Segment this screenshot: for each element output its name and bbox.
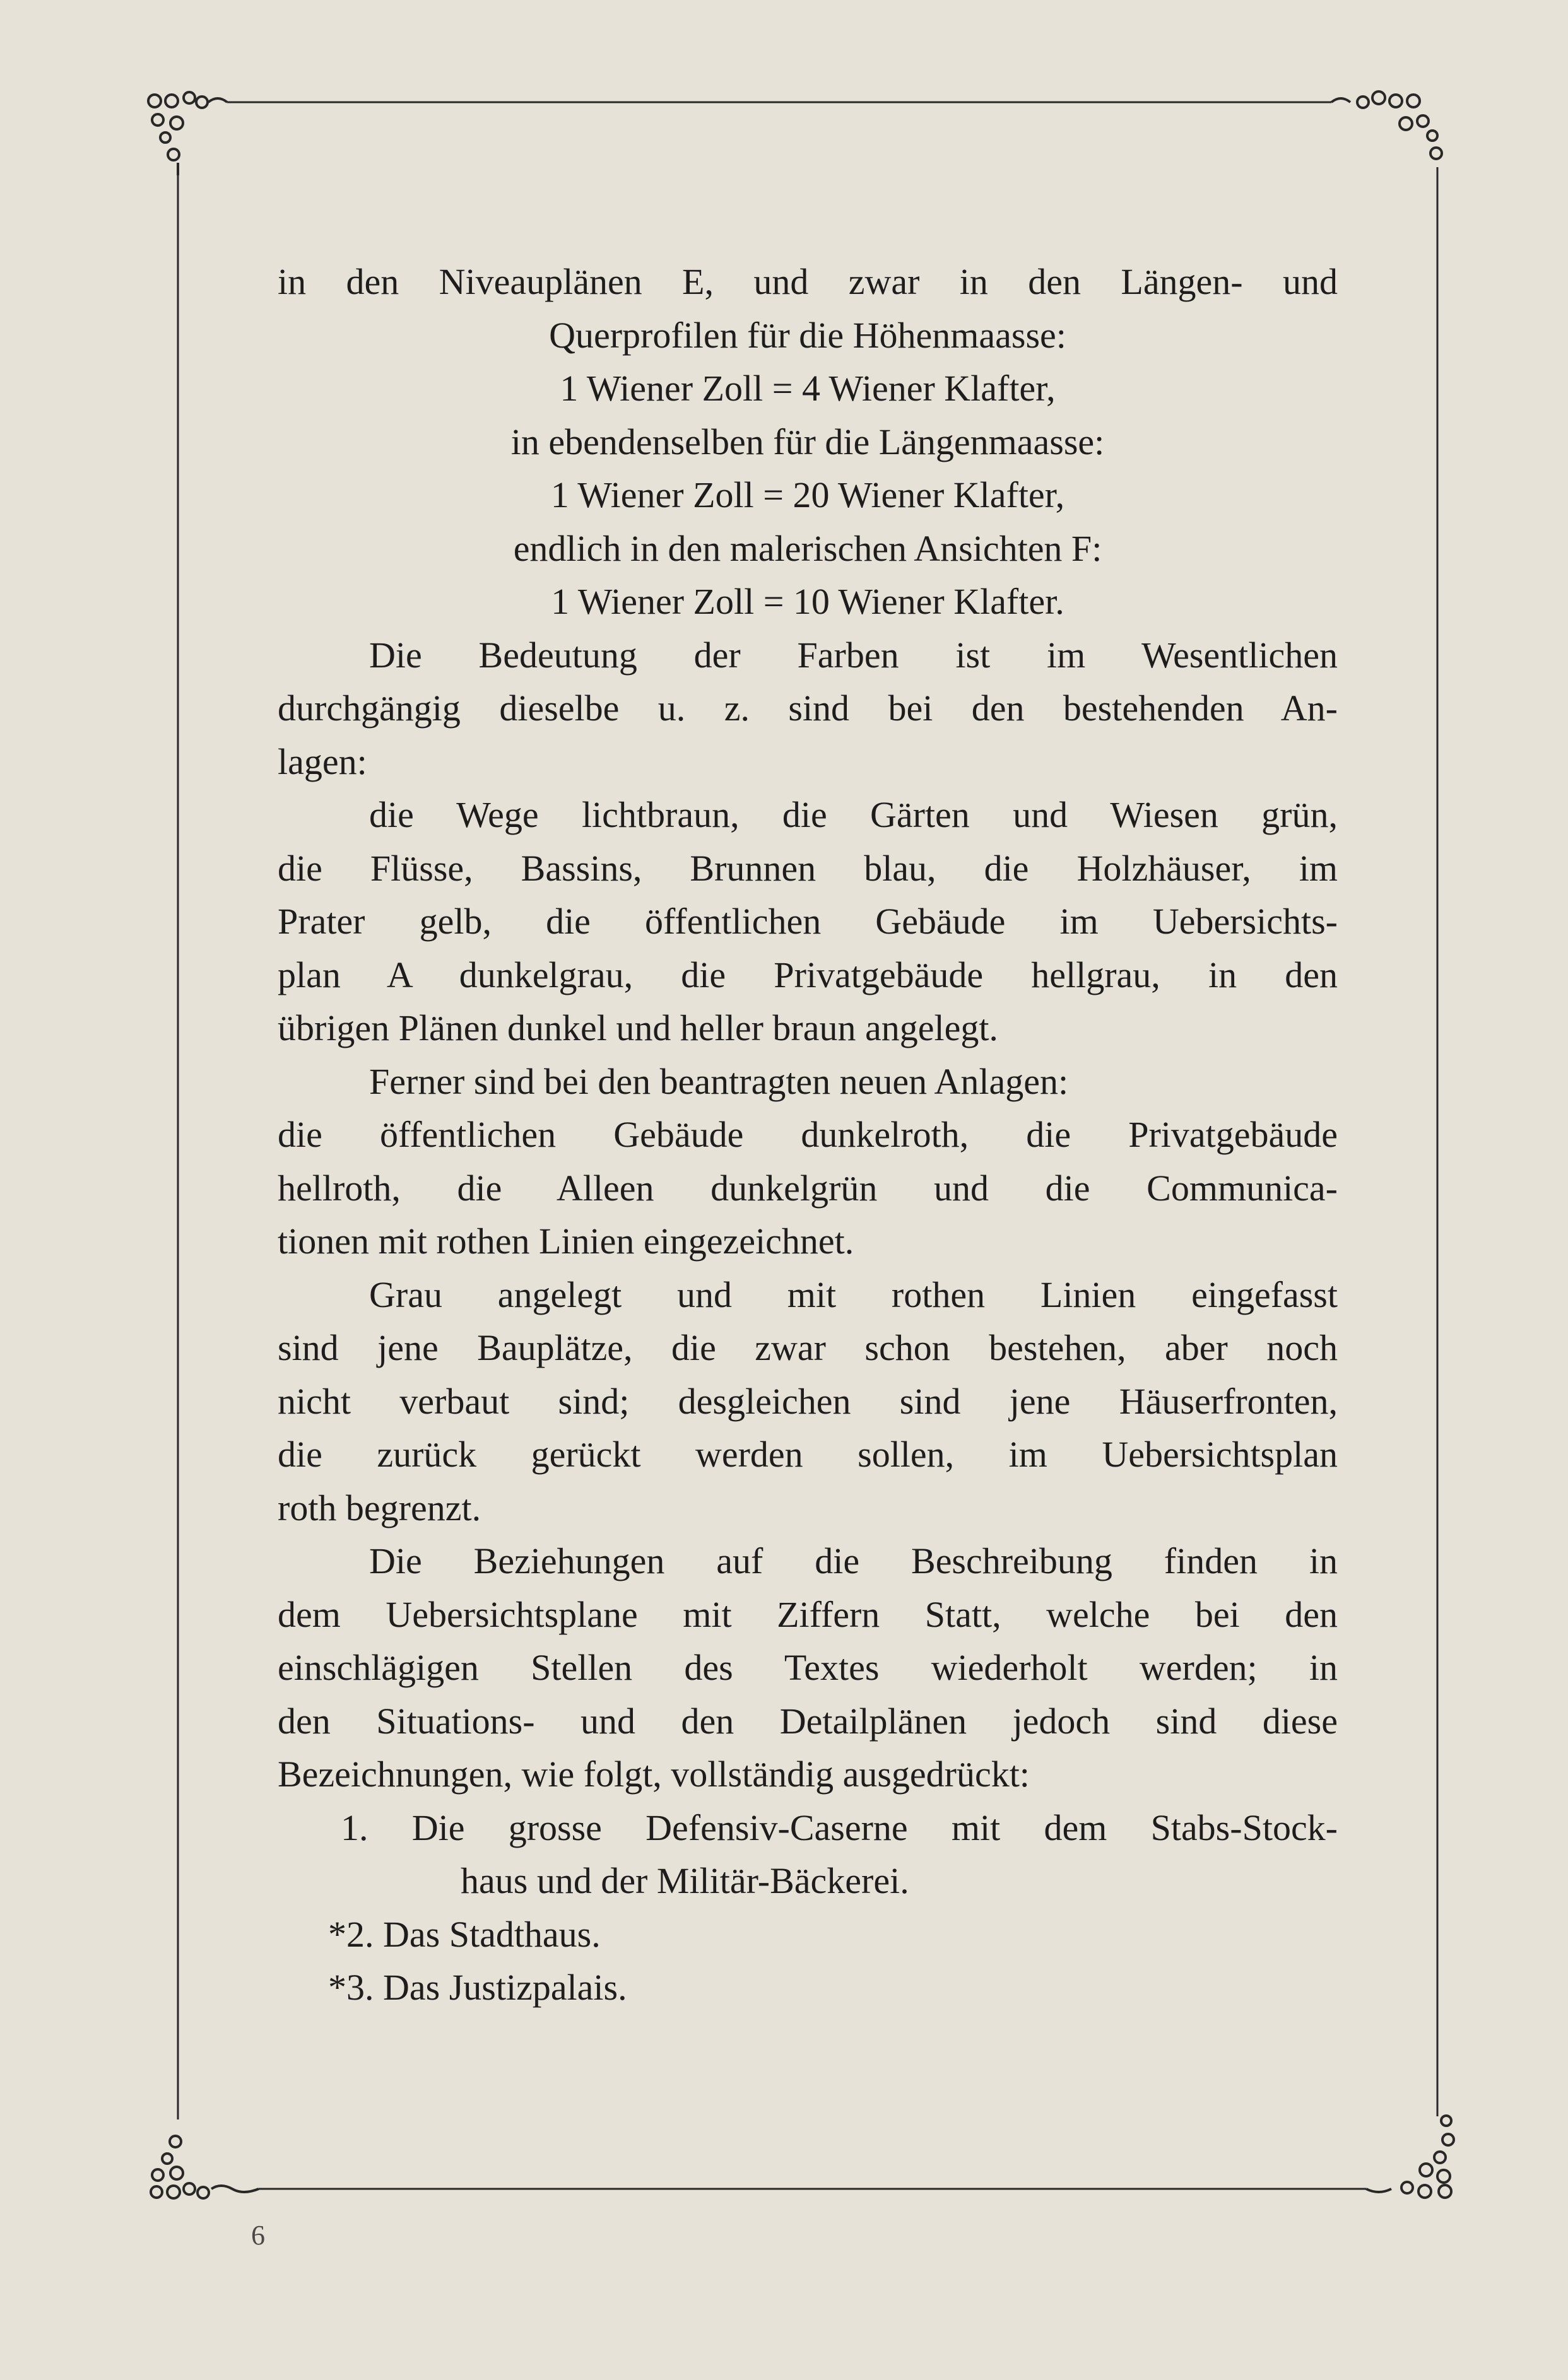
text-line: endlich in den malerischen Ansichten F: bbox=[513, 527, 1102, 569]
text-line: sind jene Bauplätze, die zwar schon bestehen, aber noch bbox=[278, 1327, 1338, 1368]
text-line: roth begrenzt. bbox=[278, 1487, 481, 1528]
text-line: lagen: bbox=[278, 741, 367, 782]
scale-line: 1 Wiener Zoll = 10 Wiener Klafter. bbox=[551, 581, 1064, 622]
body-text bbox=[278, 255, 1338, 2015]
text-line: plan A dunkelgrau, die Privatgebäude hellgrau, in den bbox=[278, 954, 1338, 995]
paragraph-start: Ferner sind bei den beantragten neuen Anlagen: bbox=[369, 1060, 1069, 1102]
text-line: die zurück gerückt werden sollen, im Uebersichtsplan bbox=[278, 1434, 1338, 1475]
ornament-bottom-left-icon bbox=[151, 2136, 259, 2198]
page-number: 6 bbox=[251, 2220, 265, 2251]
text-line: Bezeichnungen, wie folgt, vollständig ausgedrückt: bbox=[278, 1754, 1030, 1795]
scale-line: 1 Wiener Zoll = 20 Wiener Klafter, bbox=[550, 474, 1065, 515]
scale-line: 1 Wiener Zoll = 4 Wiener Klafter, bbox=[560, 368, 1056, 409]
ornament-top-right-icon bbox=[1331, 91, 1442, 159]
text-line: die Flüsse, Bassins, Brunnen blau, die Holzhäuser, im bbox=[278, 847, 1338, 889]
paragraph-start: Die Beziehungen auf die Beschreibung finden in bbox=[369, 1540, 1338, 1581]
text-line: durchgängig dieselbe u. z. sind bei den bestehenden An- bbox=[278, 688, 1338, 729]
list-item: 1. Die grosse Defensiv-Caserne mit dem Stabs-Stock- bbox=[341, 1807, 1338, 1848]
text-line: den Situations- und den Detailplänen jedoch sind diese bbox=[278, 1700, 1338, 1742]
text-line: in ebendenselben für die Längenmaasse: bbox=[510, 421, 1105, 462]
text-line: Querprofilen für die Höhenmaasse: bbox=[549, 314, 1066, 356]
text-line: die öffentlichen Gebäude dunkelroth, die Privatgebäude bbox=[278, 1114, 1338, 1155]
list-item: *2. Das Stadthaus. bbox=[328, 1913, 601, 1955]
paragraph-start: die Wege lichtbraun, die Gärten und Wiesen grün, bbox=[369, 794, 1338, 835]
paragraph-start: Grau angelegt und mit rothen Linien eingefasst bbox=[369, 1274, 1338, 1315]
paragraph-start: Die Bedeutung der Farben ist im Wesentlichen bbox=[369, 634, 1338, 676]
text-line: übrigen Plänen dunkel und heller braun angelegt. bbox=[278, 1007, 998, 1048]
list-item-continuation: haus und der Militär-Bäckerei. bbox=[461, 1860, 909, 1901]
text-line: nicht verbaut sind; desgleichen sind jene Häuserfronten, bbox=[278, 1380, 1338, 1422]
text-line: Prater gelb, die öffentlichen Gebäude im Uebersichts- bbox=[278, 901, 1338, 942]
text-line: tionen mit rothen Linien eingezeichnet. bbox=[278, 1221, 854, 1262]
text-line: dem Uebersichtsplane mit Ziffern Statt, welche bei den bbox=[278, 1593, 1338, 1635]
ornament-top-left-icon bbox=[148, 92, 227, 175]
list-item: *3. Das Justizpalais. bbox=[328, 1967, 627, 2008]
text-line: hellroth, die Alleen dunkelgrün und die Communica- bbox=[278, 1167, 1338, 1209]
text-line: in den Niveauplänen E, und zwar in den Längen- und bbox=[278, 261, 1338, 302]
ornament-bottom-right-icon bbox=[1366, 2116, 1454, 2198]
text-line: einschlägigen Stellen des Textes wiederholt werden; in bbox=[278, 1647, 1338, 1688]
